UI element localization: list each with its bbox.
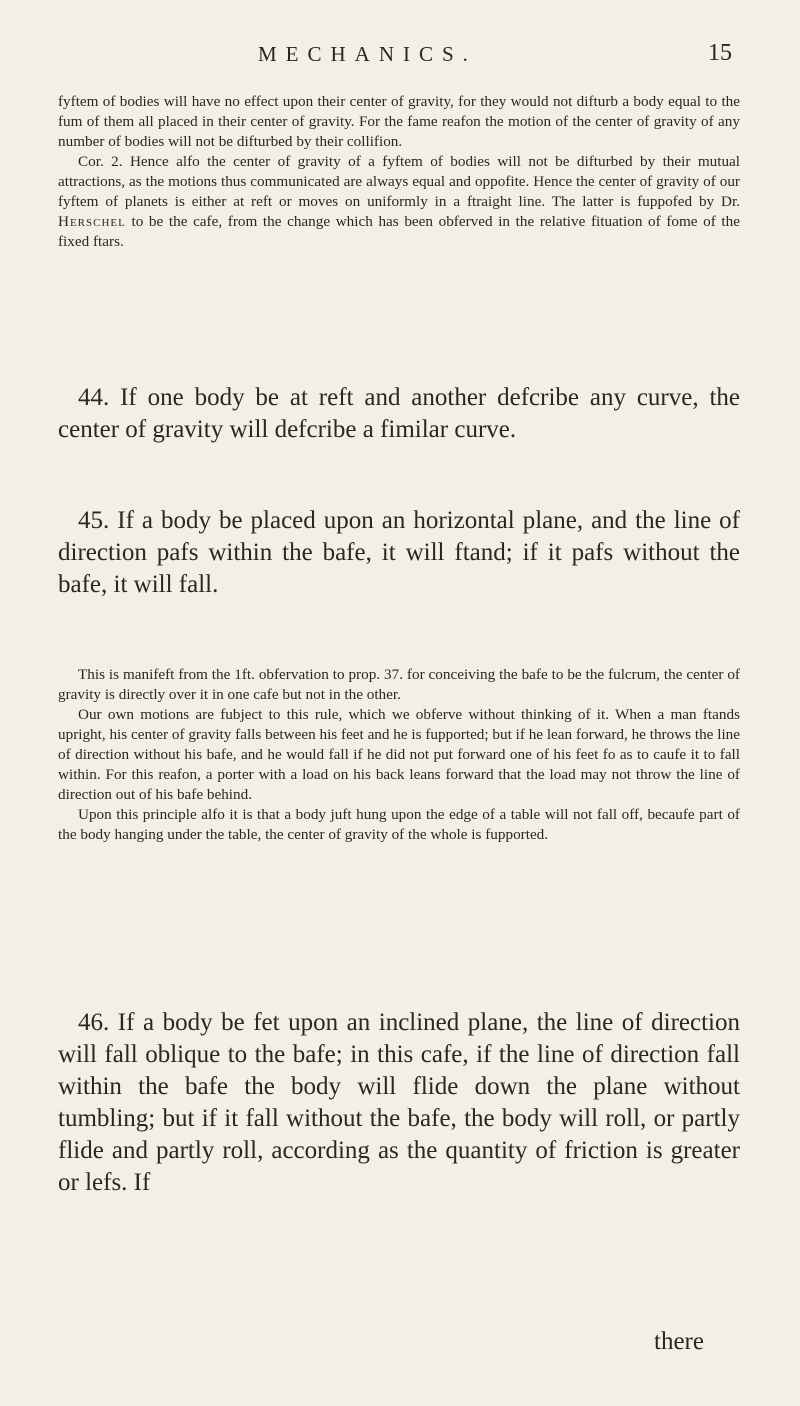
proposition-44-text: 44. If one body be at reft and another defcribe any curve, the center of gravity will defcribe a fimilar curve. [58, 384, 740, 443]
proposition-45 [58, 505, 740, 601]
proposition-44 [58, 382, 740, 446]
corollary-2-text-b: to be the cafe, from the change which has been obferved in the relative fituation of fome of the fixed ftars. [58, 213, 740, 250]
continuation-paragraph: fyftem of bodies will have no effect upon their center of gravity, for they would not difturb a body equal to the fum of them all placed in their center of gravity. For the fame reafon the motion of the center of gravity of any number of bodies will not be difturbed by their collifion. [58, 93, 740, 150]
catchword: there [654, 1328, 704, 1355]
corollary-2-text-a: Cor. 2. Hence alfo the center of gravity of a fyftem of bodies will not be difturbed by their mutual attractions, as the motions thus communicated are always equal and oppofite. Hence the center of gravity of our fyftem of planets is either at reft or moves on uniformly in a ftraight line. The latter is fuppofed by Dr. [58, 153, 740, 210]
page-header [0, 42, 800, 82]
author-name: Herschel [58, 213, 126, 230]
note-45-3: Upon this principle alfo it is that a body juft hung upon the edge of a table will not fall off, becaufe part of the body hanging under the table, the center of gravity of the whole is fupported. [58, 806, 740, 843]
note-45-2: Our own motions are fubject to this rule, which we obferve without thinking of it. When a man ftands upright, his center of gravity falls between his feet and he is fupported; but if he lean forward, he throws the line of direction without his bafe, and he would fall if he did not put forward one of his feet fo as to caufe it to fall within. For this reafon, a porter with a load on his back leans forward that the load may not throw the line of direction out of his bafe behind. [58, 706, 740, 803]
proposition-45-notes [58, 665, 740, 845]
continuation-block [58, 92, 740, 252]
proposition-46-text: 46. If a body be fet upon an inclined plane, the line of direction will fall oblique to the bafe; in this cafe, if the line of direction fall within the bafe the body will flide down the plane without tumbling; but if it fall without the bafe, the body will roll, or partly flide and partly roll, according as the quantity of friction is greater or lefs. If [58, 1009, 740, 1196]
note-45-1: This is manifeft from the 1ft. obfervation to prop. 37. for conceiving the bafe to be the fulcrum, the center of gravity is directly over it in one cafe but not in the other. [58, 666, 740, 703]
corollary-2-paragraph [58, 152, 740, 252]
proposition-45-text: 45. If a body be placed upon an horizontal plane, and the line of direction pafs within the bafe, it will ftand; if it pafs without the bafe, it will fall. [58, 507, 740, 598]
page-number: 15 [708, 40, 732, 66]
running-head: MECHANICS. [258, 42, 477, 66]
proposition-46 [58, 1007, 740, 1199]
